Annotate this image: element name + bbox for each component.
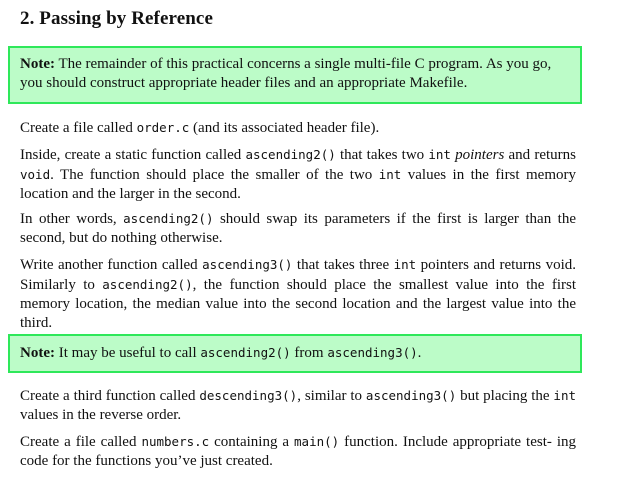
code-function: main() [294,434,340,449]
code-type: void [20,167,51,182]
text: should swap its parameters if the first is larger than the second, but do nothing otherwise. [20,211,576,246]
paragraph-descending3 [20,386,576,425]
code-function: descending3() [199,388,298,403]
text: Write another function called [20,257,203,273]
code-function: ascending3() [202,257,293,272]
text: , similar to [297,388,366,404]
paragraph-ascending2 [20,145,576,204]
text: and returns [504,147,577,163]
code-filename: numbers.c [141,434,210,449]
code-filename: order.c [136,120,190,135]
paragraph-numbers-main [20,432,576,471]
note-box-call-hint [8,334,582,373]
code-function: ascending3() [365,388,457,403]
text: Create a third function called [20,388,200,404]
text: that takes two [335,147,429,163]
text: Create a file called [20,434,142,450]
note-box-multifile [8,46,582,104]
note-label: Note: [20,56,55,72]
text: (and its associated header file). [189,120,380,136]
text: containing a [209,434,295,450]
code-type: int [378,167,402,182]
section-heading: 2. Passing by Reference [20,8,213,29]
note-label: Note: [20,345,55,361]
text: It may be useful to call [54,345,201,361]
paragraph-create-order [20,118,576,138]
text: that takes three [292,257,394,273]
paragraph-swap-explanation [20,209,576,248]
code-function: ascending3() [327,345,418,360]
text: . The function should place the smaller of the two [50,167,379,183]
note-text: The remainder of this practical concerns a single multi-file C program. As you go, you should construct appropriate header files and an appropriate Makefile. [20,56,552,91]
code-function: ascending2() [102,277,193,292]
code-function: ascending2() [123,211,214,226]
code-type: int [553,388,576,403]
emphasis: pointers [455,147,505,163]
text: In other words, [20,211,124,227]
code-function: ascending2() [245,147,336,162]
text: function. Include appropriate test- ing code for the functions you’ve just created. [20,434,576,469]
text: values in the first memory location and the larger in the second. [20,167,576,202]
code-function: ascending2() [200,345,291,360]
text: pointers and returns void. Similarly to [20,257,577,293]
text: , the function should place the smallest value into the first memory location, the median value into the second location and the largest value into the third. [20,277,576,331]
text: . [417,345,422,361]
code-type: int [393,257,417,272]
text: but placing the [456,388,554,404]
paragraph-ascending3 [20,255,576,333]
text: from [290,345,328,361]
text: values in the reverse order. [20,407,182,423]
code-type: int [428,147,451,162]
text: Create a file called [20,120,137,136]
text: Inside, create a static function called [20,147,246,163]
